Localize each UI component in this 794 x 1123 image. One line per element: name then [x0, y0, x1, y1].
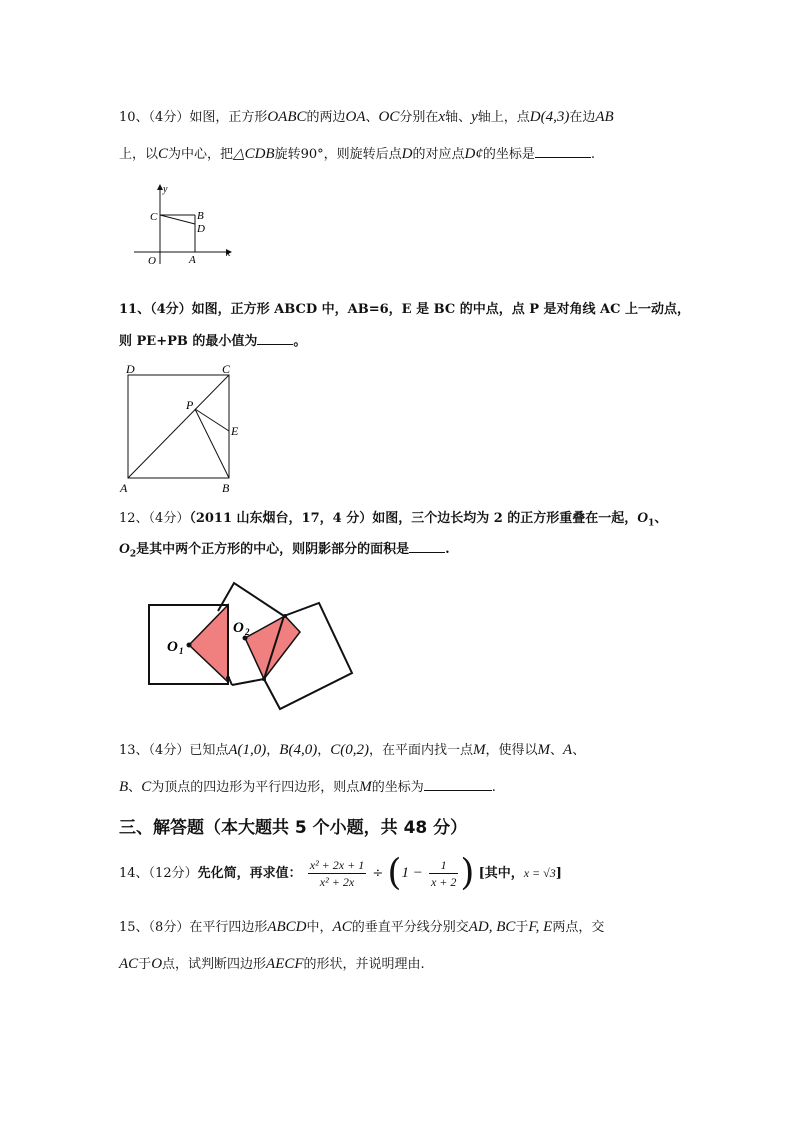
q13-text: .: [491, 780, 496, 795]
q12-var: O: [119, 541, 130, 557]
point-intersection-bottom: [262, 677, 266, 681]
q12-figure: [140, 578, 360, 718]
q15-text: 于: [515, 920, 529, 935]
q15-var: AC: [332, 919, 352, 935]
q11-answer-blank[interactable]: [257, 332, 293, 345]
q12-var: O: [637, 510, 649, 526]
q14-condition: x = √3: [523, 866, 556, 880]
q10-var: OA: [345, 109, 366, 125]
q10-text: 分别在: [399, 110, 439, 125]
q15-line1: [119, 918, 604, 937]
q13-coord: (1,0): [237, 742, 267, 758]
label-A: A: [120, 481, 128, 495]
q14-inner-numerator: 1: [429, 857, 458, 874]
q12-sub: 1: [648, 518, 655, 529]
q15-text: 两点，交: [552, 920, 605, 935]
q12-text: 是其中两个正方形的中心，则阴影部分的面积是: [136, 542, 410, 557]
q14-inner: 1 −: [401, 865, 423, 881]
edge-CD: [160, 215, 195, 224]
q15-text: 的形状，并说明理由.: [303, 957, 425, 972]
q15-var: AC: [119, 956, 139, 972]
q14-condition-label: [其中，: [478, 866, 524, 881]
q12-number: 12、（4分）: [119, 511, 190, 526]
label-O: O: [148, 255, 156, 267]
q10-var: △CDB: [233, 146, 275, 162]
q10-var: D: [401, 146, 413, 162]
point-intersection-top: [283, 614, 287, 618]
q13-text: ，使得以: [485, 743, 538, 758]
q10-var: C: [158, 146, 169, 162]
q15-var: O: [151, 956, 163, 972]
q10-text: 上，以: [119, 147, 159, 162]
q10-line2: [119, 145, 595, 164]
label-D: D: [126, 362, 135, 376]
q13-text: 、: [128, 780, 142, 795]
q13-text: 的坐标为: [371, 780, 424, 795]
q14-number: 14、（12分）: [119, 866, 198, 881]
q15-text: 点，试判断四边形: [162, 957, 267, 972]
q13-var: B: [119, 779, 129, 795]
shaded-region-right: [245, 616, 300, 679]
q11-line2: [119, 332, 306, 351]
label-C: C: [150, 211, 158, 223]
q15-number: 15、（8分）: [119, 920, 190, 935]
q12-line2: [119, 540, 450, 564]
q10-number: 10、（4分）: [119, 110, 190, 125]
q11-figure: [118, 360, 248, 496]
q14-numerator: x² + 2x + 1: [309, 858, 365, 872]
q14-inner-denominator: x + 2: [430, 875, 457, 889]
q10-text: ，则旋转后点: [323, 147, 402, 162]
point-O1: [187, 643, 192, 648]
q11-text: 11、（4分）如图，正方形 ABCD 中，AB=6，E 是 BC 的中点，点 P 是对角线 AC 上一动点，: [119, 302, 691, 317]
diagonal-AC: [128, 375, 229, 478]
q15-text: 的垂直平分线分别交: [351, 920, 469, 935]
q13-text: ，: [317, 743, 331, 758]
q10-var: OABC: [267, 109, 307, 125]
q12-sub: 2: [129, 549, 137, 560]
q10-text: 旋转: [274, 147, 301, 162]
label-O1-sub: 1: [179, 646, 184, 656]
q13-line2: [119, 778, 496, 797]
q13-text: 、: [572, 743, 586, 758]
q10-text: 、: [365, 110, 379, 125]
q10-var: D: [529, 109, 541, 125]
q14-denominator: x² + 2x: [319, 875, 355, 889]
q13-number: 13、（4分）: [119, 743, 190, 758]
q10-text: 的对应点: [412, 147, 465, 162]
q10-var: AB: [595, 109, 614, 125]
q12-answer-blank[interactable]: [409, 540, 445, 553]
label-E: E: [231, 424, 239, 438]
q15-var: AD, BC: [468, 919, 516, 935]
q15-text: 在平行四边形: [189, 920, 268, 935]
q10-text: 如图，正方形: [189, 110, 268, 125]
q15-var: ABCD: [267, 919, 307, 935]
q14-divide: ÷: [372, 866, 384, 881]
q10-coord: (4,3): [540, 109, 570, 125]
q14-line: [119, 853, 562, 897]
q13-answer-blank[interactable]: [424, 778, 492, 791]
q13-line1: [119, 741, 585, 760]
segment-PB: [195, 409, 229, 478]
q10-text: .: [590, 147, 596, 162]
section-heading: 三、解答题（本大题共 5 个小题，共 48 分）: [119, 818, 468, 838]
q12-text: 、: [654, 511, 668, 526]
q10-text: 的坐标是: [482, 147, 535, 162]
q13-var: A: [228, 742, 238, 758]
q13-var: C: [141, 779, 152, 795]
q13-text: 、: [550, 743, 564, 758]
label-B: B: [197, 210, 204, 222]
square-2-bottom-edge: [232, 679, 264, 685]
label-x: x: [226, 248, 231, 259]
q13-text: ，在平面内找一点: [368, 743, 473, 758]
q15-var: F, E: [528, 919, 553, 935]
q12-text: .: [445, 542, 450, 557]
q15-text: 中，: [306, 920, 333, 935]
q14-text: 先化简，再求值：: [197, 866, 302, 881]
q13-var: M: [537, 742, 551, 758]
label-A: A: [189, 254, 196, 266]
shaded-region-left: [189, 605, 228, 682]
q10-var: x: [438, 109, 446, 125]
q15-text: 于: [138, 957, 152, 972]
q10-answer-blank[interactable]: [535, 145, 591, 158]
q11-line1: [119, 301, 690, 319]
q15-var: AECF: [266, 956, 304, 972]
q13-var: M: [359, 779, 372, 795]
q13-coord: (4,0): [288, 742, 318, 758]
q10-text: 为中心，把: [168, 147, 234, 162]
q10-text: 的两边: [306, 110, 346, 125]
q12-line1: [119, 509, 667, 533]
q14-inner-fraction: [429, 857, 458, 890]
q10-text: 在边: [569, 110, 596, 125]
label-O2-sub: 2: [245, 627, 250, 637]
q15-line2: [119, 955, 425, 974]
label-O1: O: [167, 639, 178, 655]
q10-figure: [128, 182, 238, 268]
label-P: P: [186, 398, 194, 412]
q10-text: 轴上，点: [477, 110, 530, 125]
label-y: y: [163, 184, 168, 195]
q13-var: M: [473, 742, 486, 758]
q12-text: （2011 山东烟台，17，4 分）如图，三个边长均为 2 的正方形重叠在一起，: [189, 511, 638, 526]
q13-var: B: [279, 742, 289, 758]
label-B: B: [222, 481, 230, 495]
q10-var: OC: [378, 109, 400, 125]
q14-fraction: [308, 857, 366, 890]
q14-lparen: (: [387, 852, 402, 894]
q10-line1: [119, 108, 614, 127]
q14-rparen: ): [460, 852, 475, 894]
q13-var: A: [563, 742, 573, 758]
q11-text: 。: [293, 334, 307, 349]
q11-text: 则 PE+PB 的最小值为: [119, 334, 258, 349]
q14-bracket-end: ]: [555, 866, 562, 881]
point-intersection-left: [226, 676, 230, 680]
label-D: D: [197, 223, 205, 235]
q13-text: 已知点: [189, 743, 229, 758]
q10-text: 轴、: [445, 110, 472, 125]
q13-text: 为顶点的四边形为平行四边形，则点: [151, 780, 360, 795]
label-C: C: [222, 362, 231, 376]
q10-var: y: [471, 109, 478, 125]
q13-var: C: [330, 742, 341, 758]
q10-angle: 90°: [300, 147, 324, 162]
q13-coord: (0,2): [340, 742, 369, 758]
q13-text: ，: [266, 743, 280, 758]
label-O2: O: [233, 620, 244, 636]
q10-var: D¢: [464, 146, 483, 162]
